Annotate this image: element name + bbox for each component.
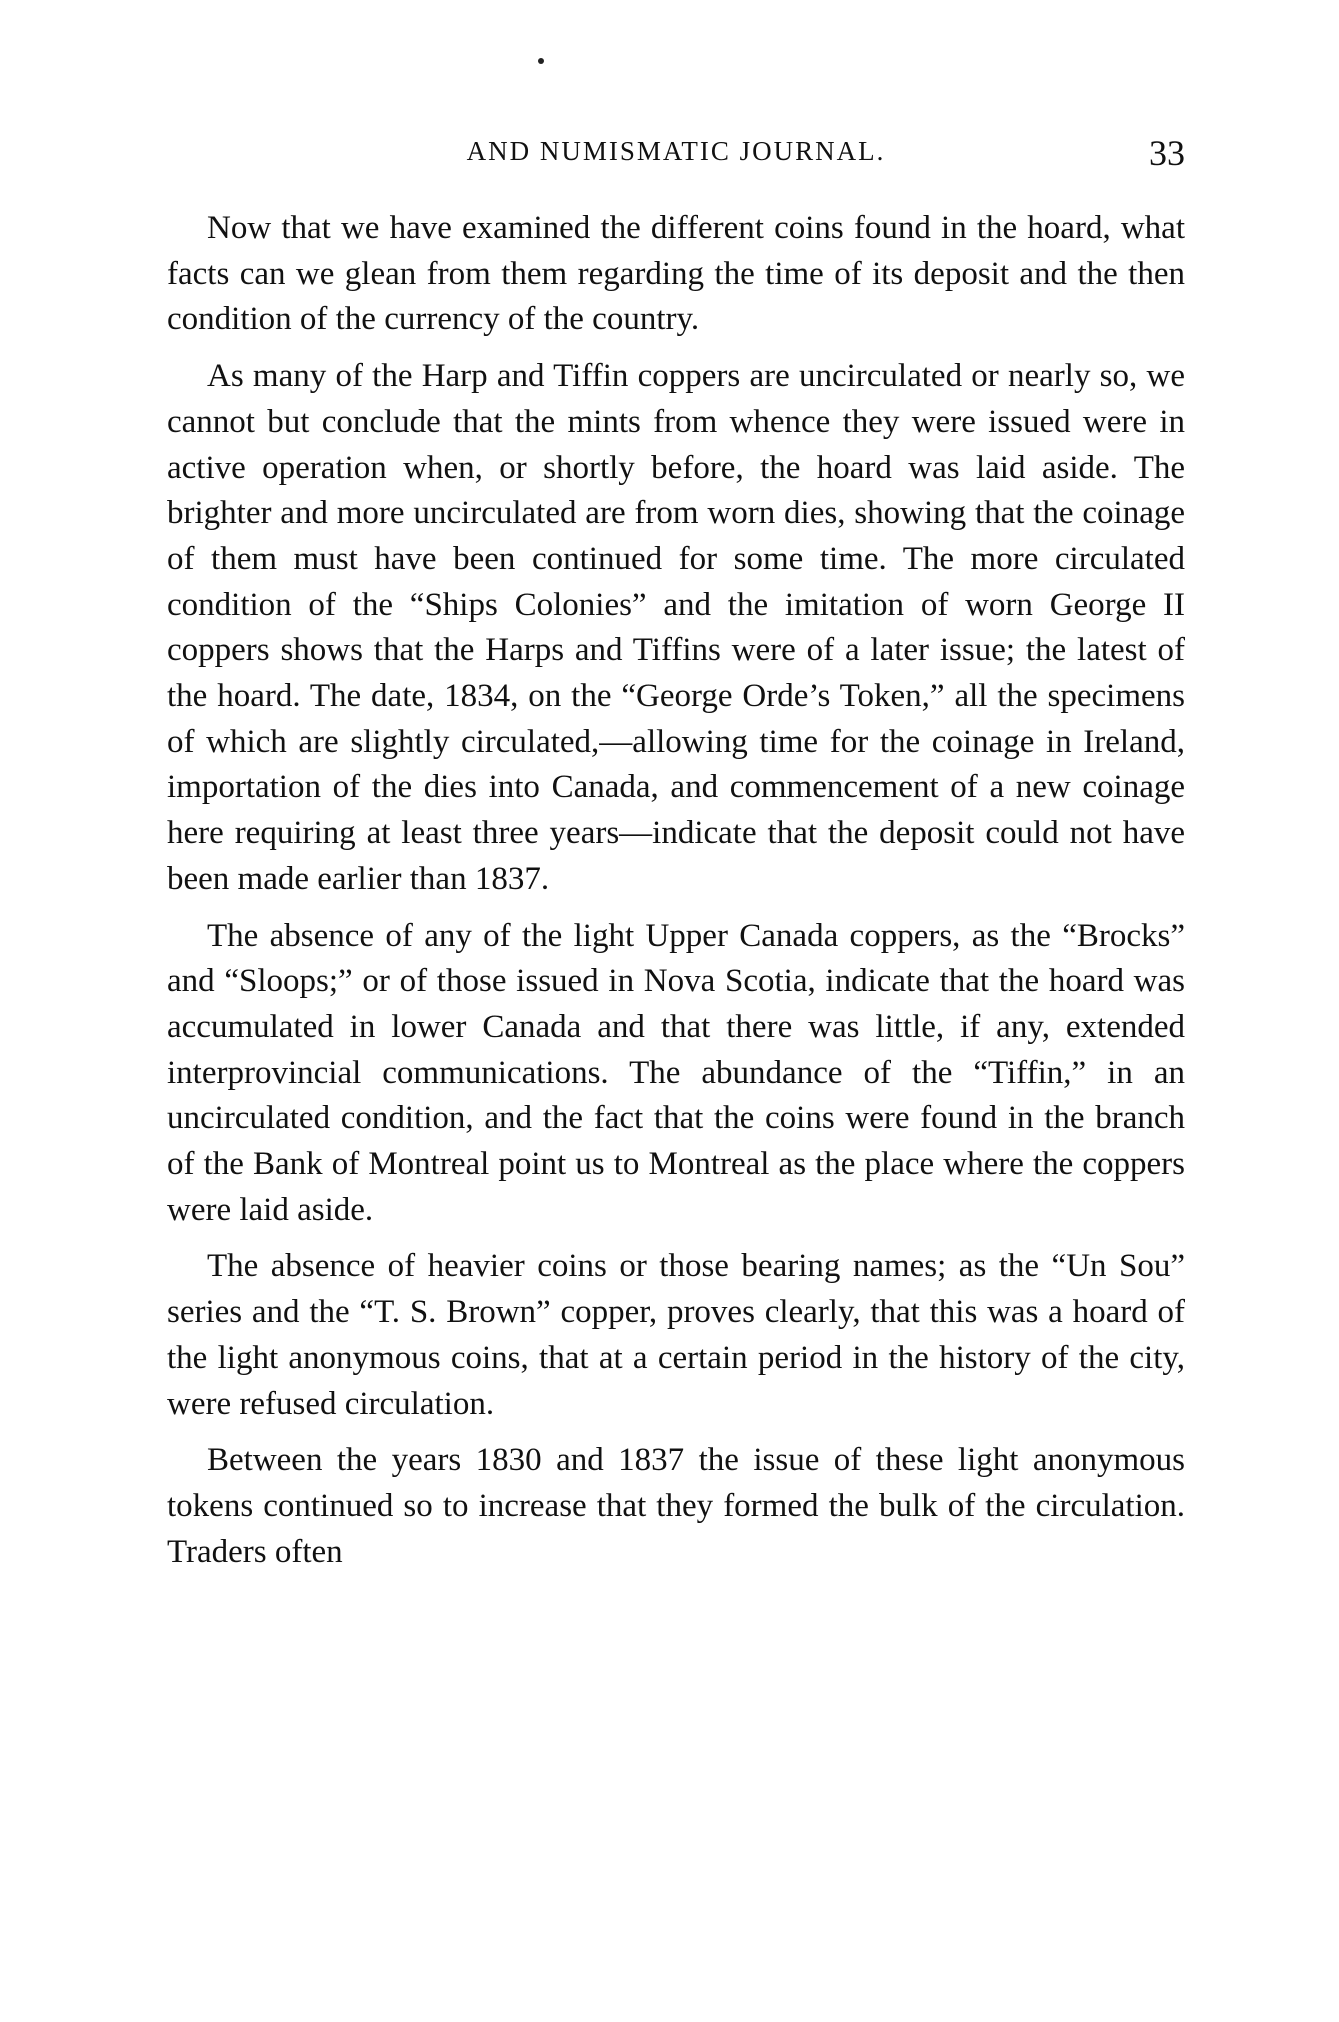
paragraph: As many of the Harp and Tiffin coppers are uncirculated or nearly so, we cannot but conclude that the mints from whence they were issued were in active operation when, or shortly before, the hoard was laid aside. The brighter and more uncirculated are from worn dies, showing that the coinage of them must have been continued for some time. The more circulated condition of the “Ships Colonies” and the imitation of worn George II coppers shows that the Harps and Tiffins were of a later issue; the latest of the hoard. The date, 1834, on the “George Orde’s Token,” all the specimens of which are slightly circulated,—allowing time for the coinage in Ireland, importation of the dies into Canada, and commencement of a new coinage here requiring at least three years—indicate that the deposit could not have been made earlier than 1837.	[167, 358, 1185, 897]
page-number: 33	[1149, 133, 1185, 173]
body-text	[167, 206, 1185, 1586]
running-title: AND NUMISMATIC JOURNAL.	[466, 136, 886, 166]
paragraph: The absence of any of the light Upper Canada coppers, as the “Brocks” and “Sloops;” or of those issued in Nova Scotia, indicate that the hoard was accumulated in lower Canada and that there was little, if any, extended interprovincial communications. The abundance of the “Tiffin,” in an uncirculated condition, and the fact that the coins were found in the branch of the Bank of Montreal point us to Montreal as the place where the coppers were laid aside.	[167, 917, 1185, 1228]
running-head	[167, 133, 1185, 186]
paragraph: Between the years 1830 and 1837 the issue of these light anonymous tokens continued so to increase that they formed the bulk of the circulation. Traders often	[167, 1442, 1185, 1570]
ink-dot	[538, 58, 544, 64]
paragraph: The absence of heavier coins or those bearing names; as the “Un Sou” series and the “T. S. Brown” copper, proves clearly, that this was a hoard of the light anonymous coins, that at a certain period in the history of the city, were refused circulation.	[167, 1248, 1185, 1422]
paragraph: Now that we have examined the different coins found in the hoard, what facts can we glean from them regarding the time of its deposit and the then condition of the currency of the country.	[167, 210, 1185, 338]
